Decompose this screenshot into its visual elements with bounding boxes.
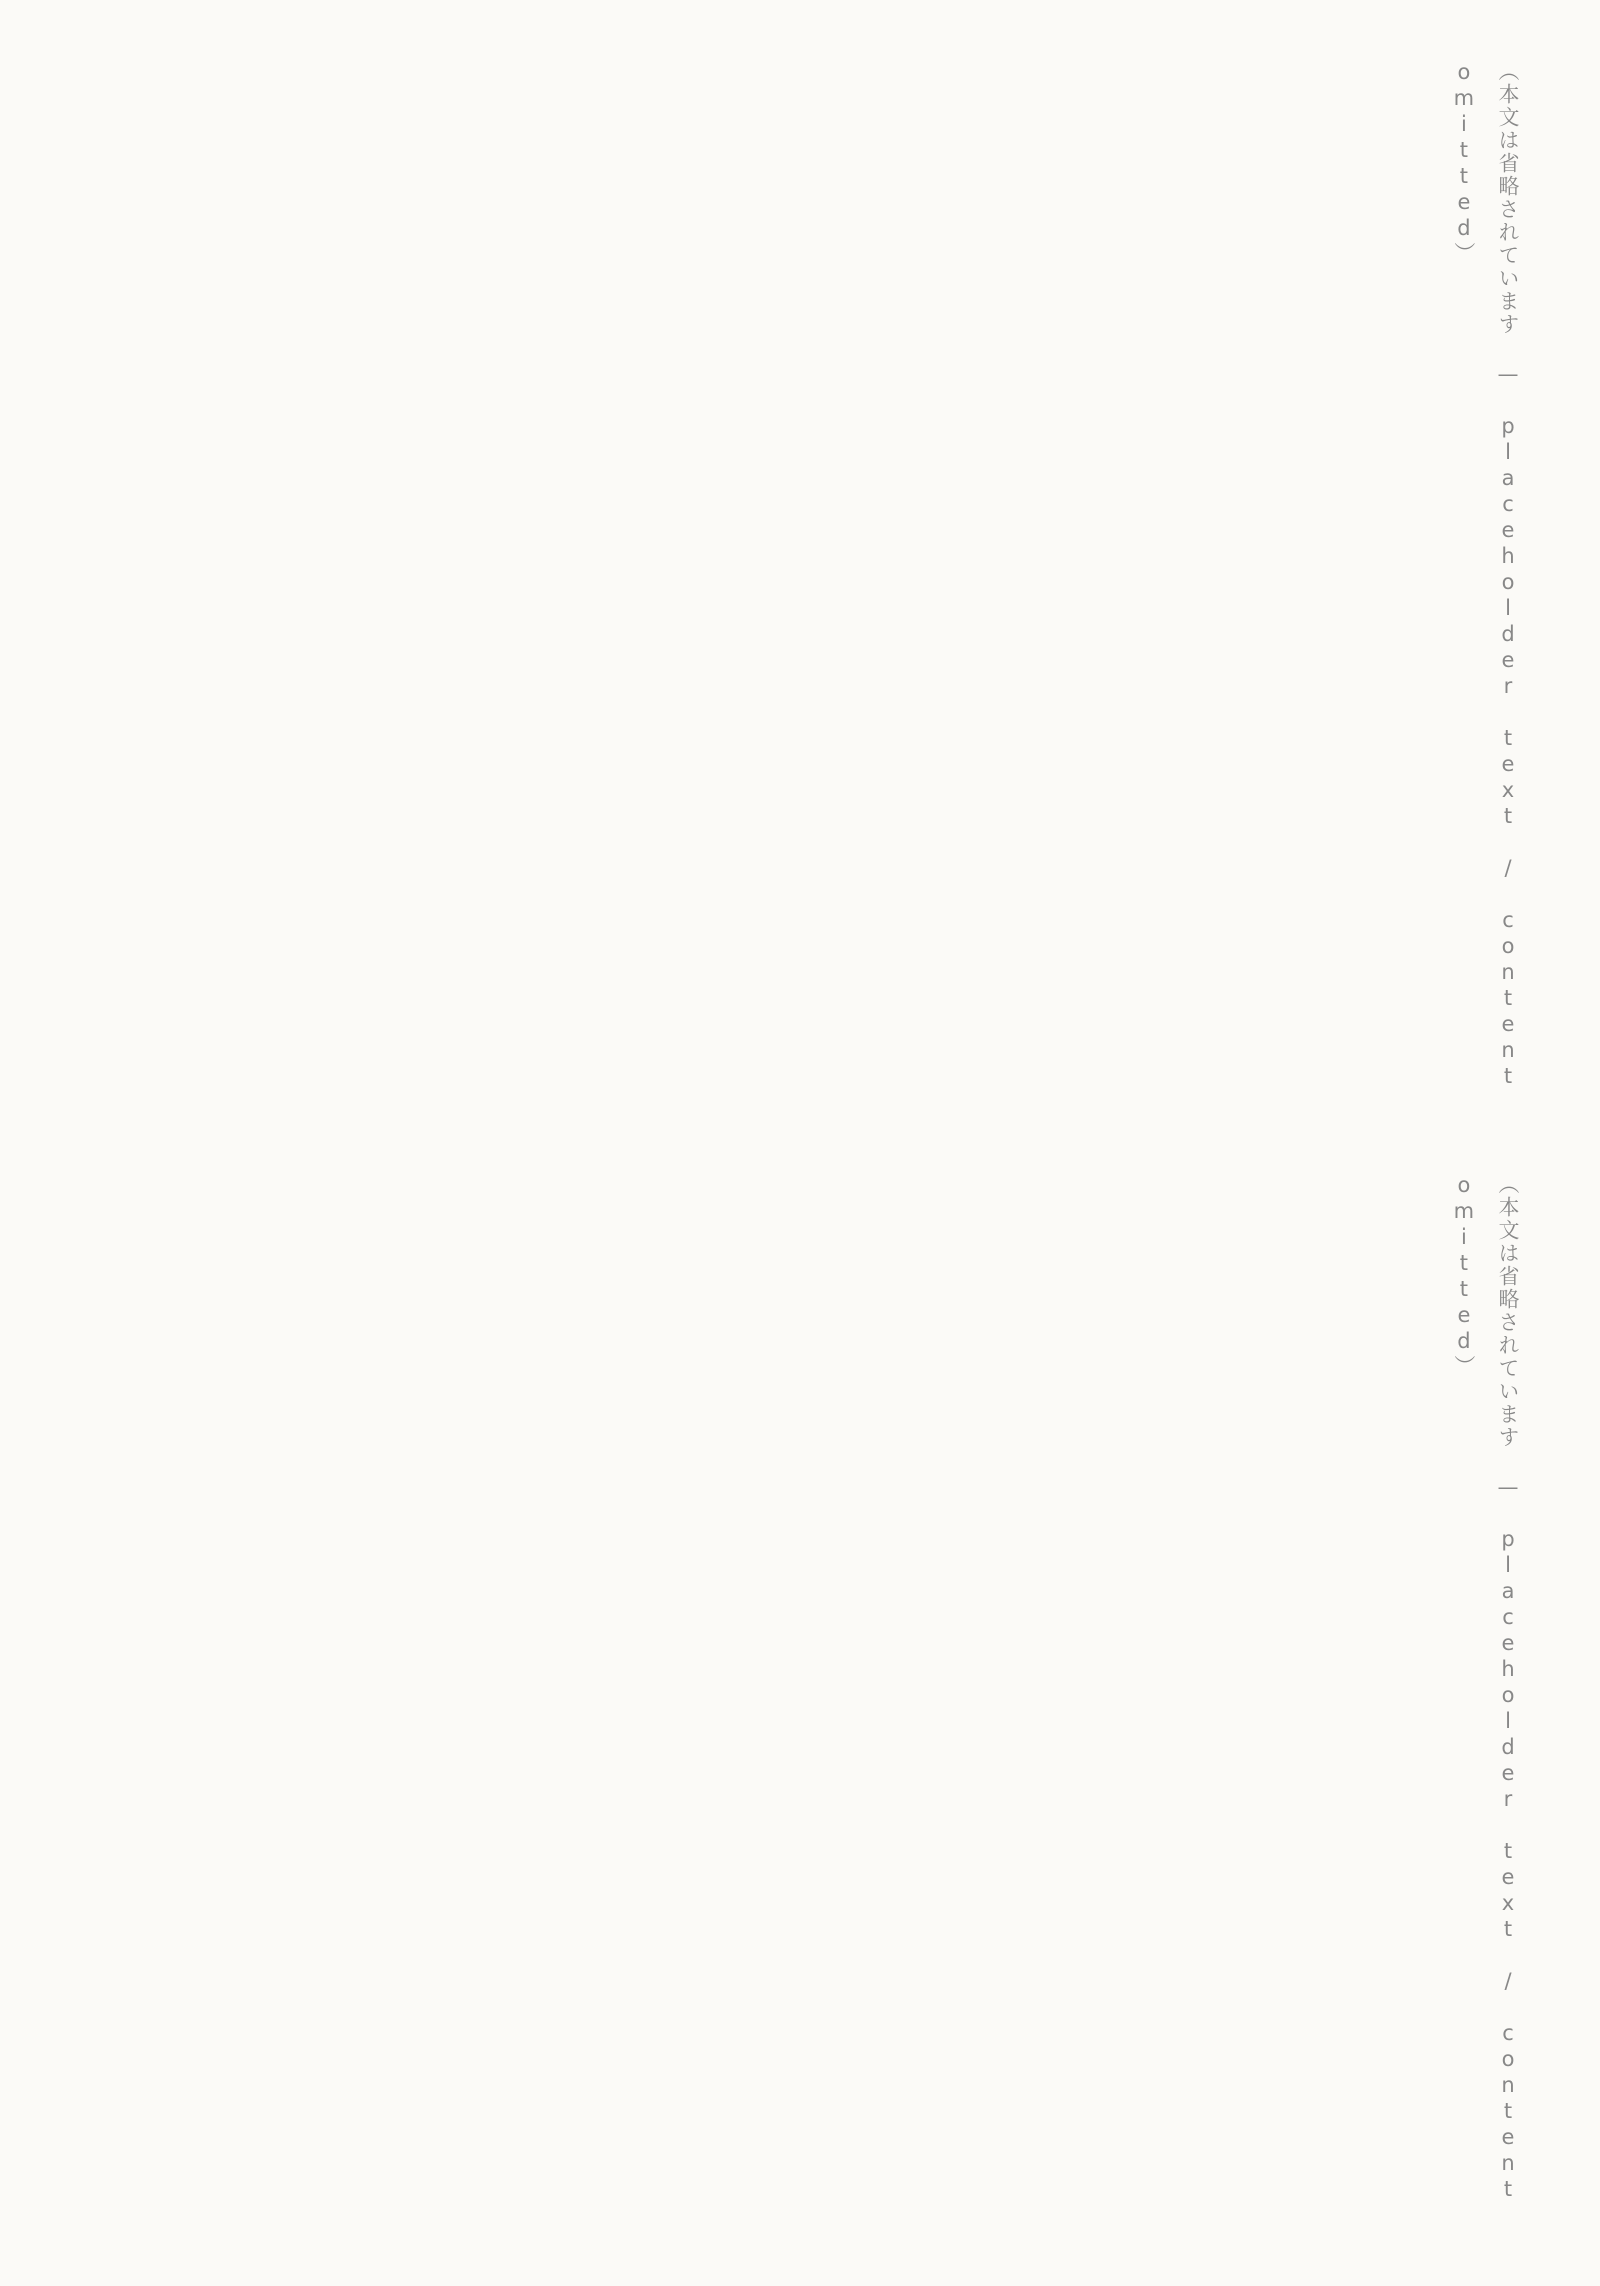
vertical-text-band-bottom: （本文は省略されています — placeholder text / content omitted）: [1451, 1173, 1520, 2203]
vertical-text-band-top: （本文は省略されています — placeholder text / content omitted）: [1451, 60, 1520, 1090]
